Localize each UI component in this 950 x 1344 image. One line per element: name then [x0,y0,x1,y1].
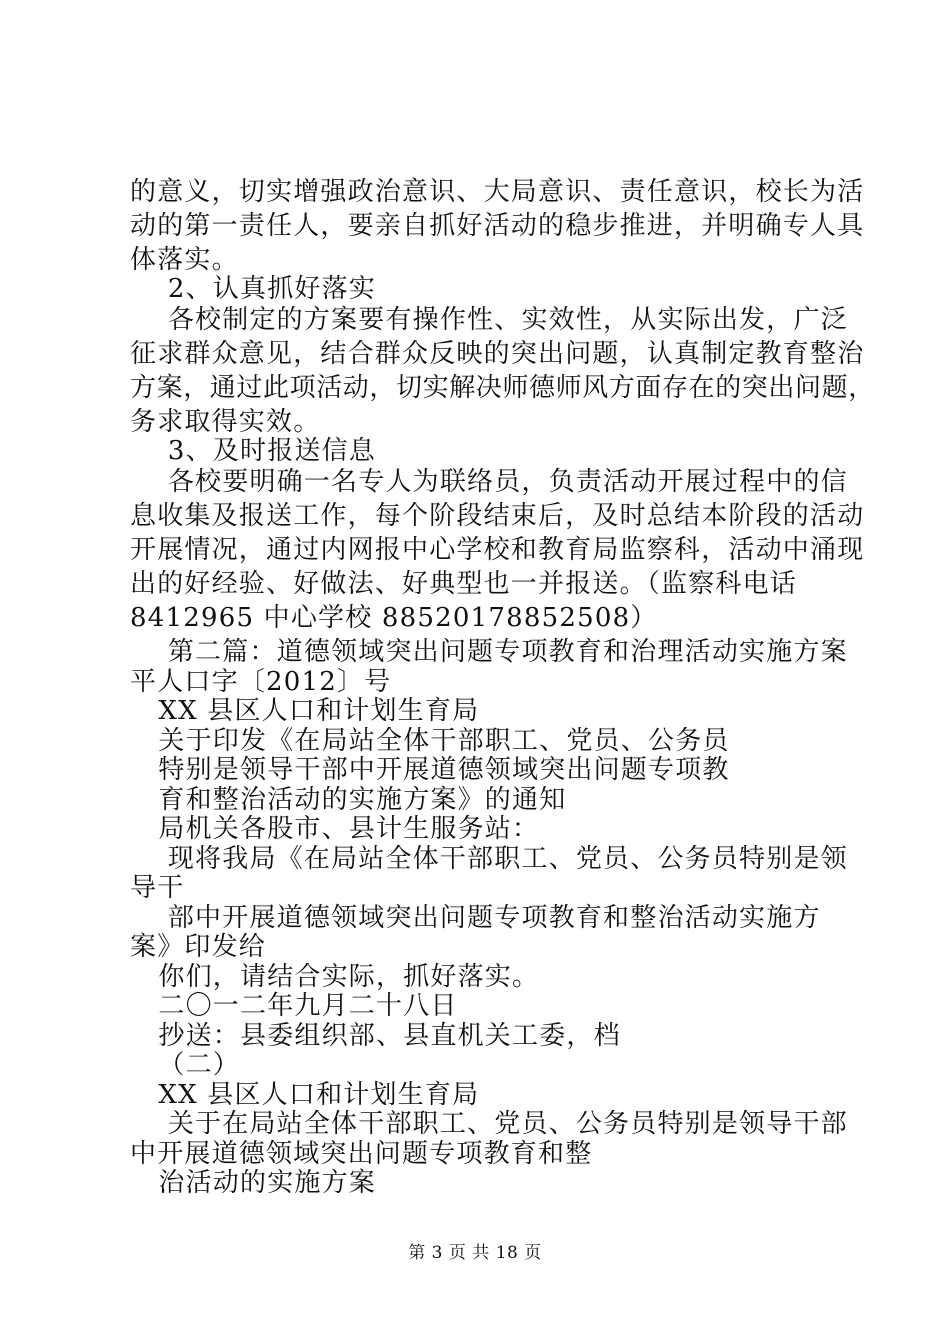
body-text-line: 体落实。 [130,245,239,275]
recipients-line: 局机关各股市、县计生服务站： [130,814,540,844]
issuing-authority: XX 县区人口和计划生育局 [130,1079,480,1110]
plan-title-line: 中开展道德领域突出问题专项教育和整 [130,1138,593,1169]
page-footer: 第 3 页 共 18 页 [408,1243,542,1263]
body-text-line: 案》印发给 [130,932,267,962]
plan-title-line: 关于在局站全体干部职工、党员、公务员特别是领导干部 [130,1109,848,1139]
notice-title-line: 关于印发《在局站全体干部职工、党员、公务员 [130,725,730,756]
date-line: 二〇一二年九月二十八日 [130,991,458,1021]
body-text-line: 的意义，切实增强政治意识、大局意识、责任意识，校长为活 [130,177,865,207]
notice-title-line: 育和整治活动的实施方案》的通知 [130,784,567,815]
body-text-line: 8412965 中心学校 88520178852508） [130,603,658,633]
body-text-line: 各校制定的方案要有操作性、实效性，从实际出发，广泛 [130,305,848,335]
body-text-line: 出的好经验、好做法、好典型也一并报送。（监察科电话 [130,569,798,599]
body-text-line: 导干 [130,873,185,903]
notice-title-line: 特别是领导干部中开展道德领域突出问题专项教 [130,755,730,785]
sub-section-label: （二） [130,1050,240,1080]
body-text-line: 征求群众意见，结合群众反映的突出问题，认真制定教育整治 [130,339,865,369]
body-text-line: 动的第一责任人，要亲自抓好活动的稳步推进，并明确专人具 [130,211,865,241]
body-text-line: 你们，请结合实际，抓好落实。 [130,961,540,992]
document-number: 平人口字〔2012〕号 [130,666,392,697]
section-heading: 2、认真抓好落实 [130,274,377,304]
body-text-line: 息收集及报送工作，每个阶段结束后，及时总结本阶段的活动 [130,501,865,531]
body-text-line: 现将我局《在局站全体干部职工、党员、公务员特别是领 [130,843,848,874]
body-text-line: 方案，通过此项活动，切实解决师德师风方面存在的突出问题， [130,373,875,403]
section-heading: 3、及时报送信息 [130,436,377,466]
body-text-line: 部中开展道德领域突出问题专项教育和整治活动实施方 [130,902,821,933]
body-text-line: 开展情况，通过内网报中心学校和教育局监察科，活动中涌现 [130,535,865,565]
plan-title-line: 治活动的实施方案 [130,1168,376,1198]
chapter-title: 第二篇：道德领域突出问题专项教育和治理活动实施方案 [130,637,848,667]
body-text-line: 各校要明确一名专人为联络员，负责活动开展过程中的信 [130,467,848,497]
cc-line: 抄送：县委组织部、县直机关工委，档 [130,1020,621,1051]
body-text-line: 务求取得实效。 [130,407,321,437]
issuing-authority: XX 县区人口和计划生育局 [130,696,480,726]
